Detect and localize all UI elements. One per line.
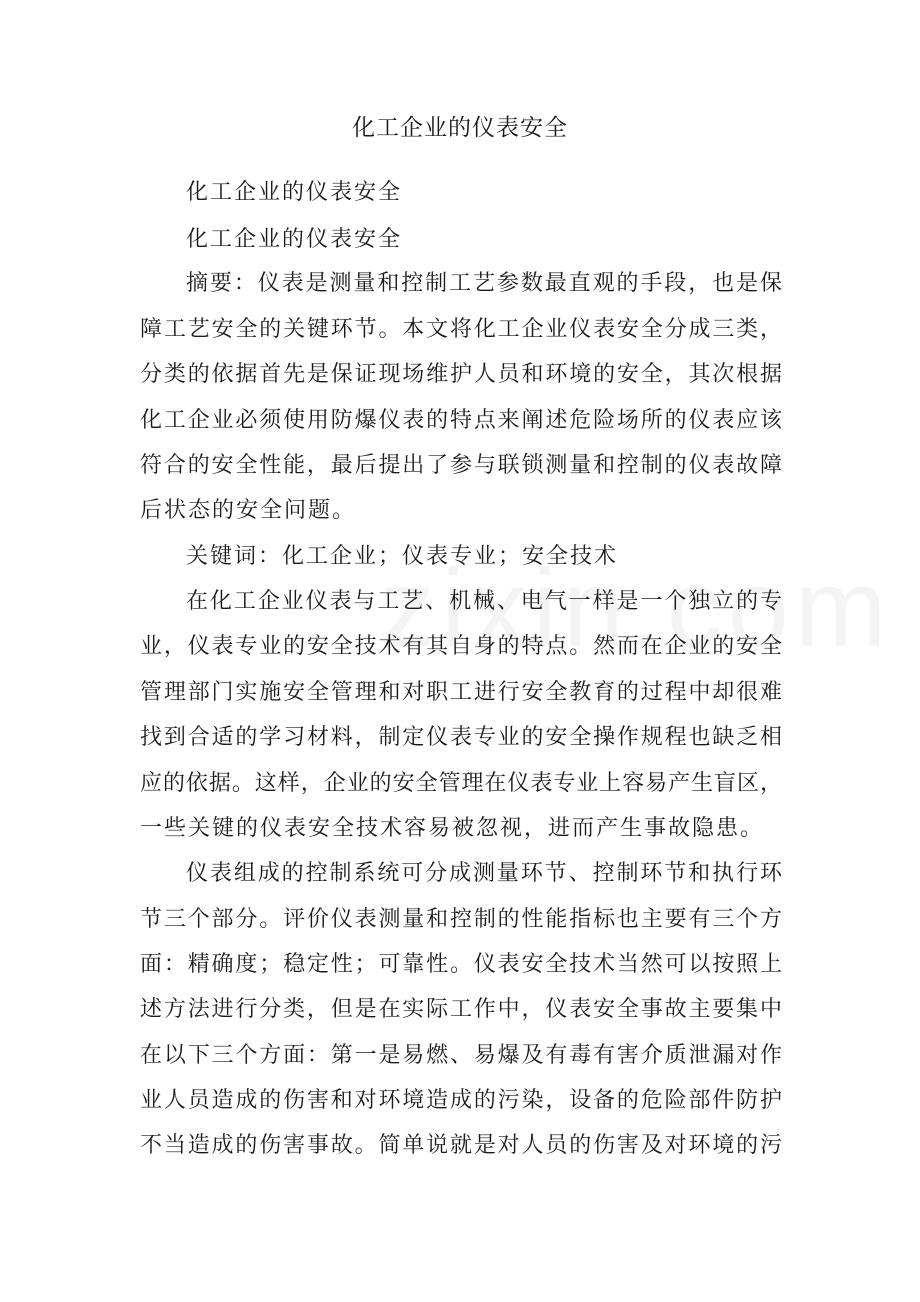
text-line: 不当造成的伤害事故。简单说就是对人员的伤害及对环境的污 (140, 1133, 782, 1158)
text-line: 述方法进行分类，但是在实际工作中，仪表安全事故主要集中 (140, 997, 782, 1022)
text-line: 摘要：仪表是测量和控制工艺参数最直观的手段，也是保 (186, 271, 782, 296)
text-line: 分类的依据首先是保证现场维护人员和环境的安全，其次根据 (140, 362, 782, 387)
text-line: 障工艺安全的关键环节。本文将化工企业仪表安全分成三类， (140, 317, 782, 342)
text-line: 仪表组成的控制系统可分成测量环节、控制环节和执行环 (186, 861, 782, 886)
text-line: 在化工企业仪表与工艺、机械、电气一样是一个独立的专 (186, 589, 782, 614)
text-line: 符合的安全性能，最后提出了参与联锁测量和控制的仪表故障 (140, 453, 782, 478)
text-line: 在以下三个方面：第一是易燃、易爆及有毒有害介质泄漏对作 (140, 1043, 782, 1068)
text-line: 业，仪表专业的安全技术有其自身的特点。然而在企业的安全 (140, 634, 782, 659)
text-line: 应的依据。这样，企业的安全管理在仪表专业上容易产生盲区， (140, 771, 782, 796)
text-line: 一些关键的仪表安全技术容易被忽视，进而产生事故隐患。 (140, 816, 765, 841)
text-line: 后状态的安全问题。 (140, 498, 357, 523)
text-line: 化工企业的仪表安全 (186, 227, 403, 252)
text-line: 节三个部分。评价仪表测量和控制的性能指标也主要有三个方 (140, 907, 782, 932)
text-line: 面：精确度；稳定性；可靠性。仪表安全技术当然可以按照上 (140, 952, 782, 977)
text-line: 关键词：化工企业；仪表专业；安全技术 (186, 544, 619, 569)
text-line: 化工企业必须使用防爆仪表的特点来阐述危险场所的仪表应该 (140, 408, 782, 433)
text-line: 业人员造成的伤害和对环境造成的污染，设备的危险部件防护 (140, 1088, 782, 1113)
text-line: 管理部门实施安全管理和对职工进行安全教育的过程中却很难 (140, 680, 782, 705)
text-line: 化工企业的仪表安全 (186, 180, 403, 205)
document-title: 化工企业的仪表安全 (352, 115, 568, 141)
text-line: 找到合适的学习材料，制定仪表专业的安全操作规程也缺乏相 (140, 725, 782, 750)
